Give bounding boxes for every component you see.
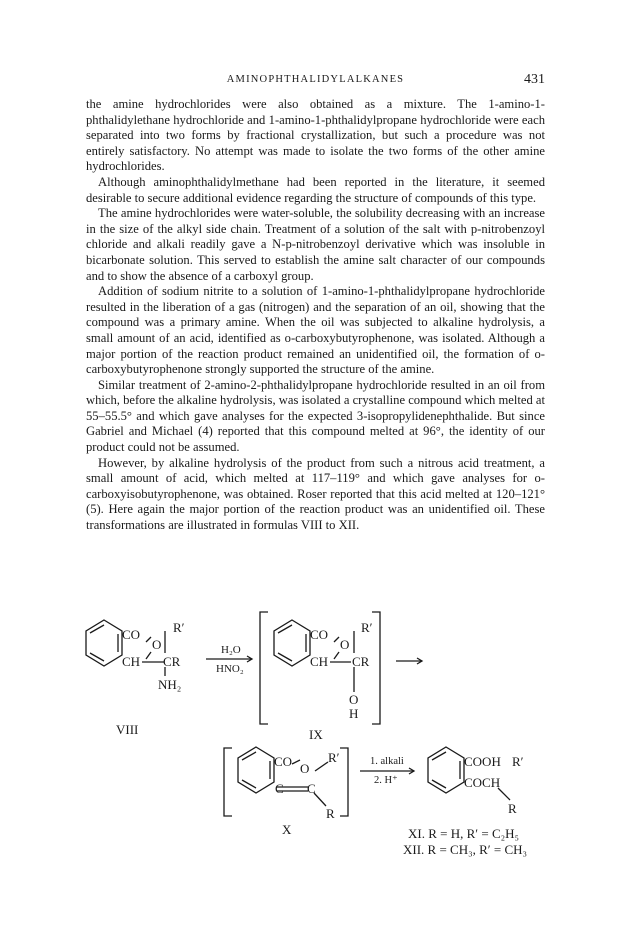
arrow-2 [396, 658, 422, 664]
reagent-water: H₂O [221, 644, 241, 656]
hydroxyl-h-label: H [349, 706, 359, 721]
r-prime-label: R′ [328, 750, 340, 765]
cr-label: CR [352, 654, 370, 669]
structure-viii [86, 620, 185, 737]
body-text [86, 97, 545, 534]
page-header [86, 74, 545, 90]
paragraph: However, by alkaline hydrolysis of the product from such a nitrous acid treatment, a small amount of acid, which melted at 117–119° and which gave analyses for o-carboxyisobutyrophenone, was obtained. Roser reported that this acid melted at 120–121° (5). Here again the major portion of the reaction product was an unidentified oil. These transformations are illustrated in formulas VIII to XII. [86, 455, 545, 533]
label-ix: IX [309, 727, 323, 742]
ch-label: CH [310, 654, 329, 669]
ch-label: CH [122, 654, 141, 669]
benzene-ring [274, 620, 310, 666]
benzene-ring [428, 747, 464, 793]
cr-label: CR [163, 654, 181, 669]
reagent-acid: 2. H⁺ [374, 775, 398, 786]
legend-xi: XI. R = H, R′ = C₂H₅ [408, 826, 520, 841]
o-label: O [152, 637, 162, 652]
r-label: R [508, 801, 517, 816]
structure-xi-xii [403, 747, 527, 857]
co-label: CO [122, 627, 141, 642]
benzene-ring [238, 747, 274, 793]
page-number: 431 [524, 72, 545, 87]
o-label: O [300, 761, 310, 776]
r-prime-label: R′ [512, 754, 524, 769]
co-label: CO [274, 754, 293, 769]
paragraph: Similar treatment of 2-amino-2-phthalidylpropane hydrochloride resulted in an oil from which, before the alkaline hydrolysis, was isolated a crystalline compound which melted at 55–55.5° and which gave analyses for the expected 3-isopropylidenephthalide. But since Gabriel and Michael (4) reported that this compound melted at 96°, the identity of our product could not be assumed. [86, 377, 545, 455]
structure-ix [260, 612, 380, 742]
o-label: O [340, 637, 350, 652]
co-label: CO [310, 627, 329, 642]
hydroxyl-o-label: O [349, 692, 359, 707]
paragraph: Addition of sodium nitrite to a solution of 1-amino-1-phthalidylpropane hydrochloride resulted in the liberation of a gas (nitrogen) and the separation of an oil, showing that the compound was a primary amine. When the oil was subjected to alkaline hydrolysis, a small amount of an acid, identified as o-carboxybutyrophenone, was isolated. Although a major portion of the reaction product remained an unidentified oil, the formation of o-carboxybutyrophenone strongly supported the structure of the amine. [86, 284, 545, 377]
arrow-1 [206, 644, 252, 675]
reagent-nitrous: HNO₂ [216, 663, 244, 675]
paragraph: Although aminophthalidylmethane had been reported in the literature, it seemed desirable to secure additional evidence regarding the structure of compounds of this type. [86, 174, 545, 205]
running-title: AMINOPHTHALIDYLALKANES [226, 74, 405, 85]
label-viii: VIII [116, 722, 139, 737]
legend-xii: XII. R = CH₃, R′ = CH₃ [403, 842, 528, 857]
arrow-3 [360, 756, 414, 786]
r-label: R [326, 806, 335, 821]
c-label: C [307, 781, 316, 796]
label-x: X [282, 822, 292, 837]
structure-x [224, 747, 348, 837]
reaction-scheme [78, 606, 558, 866]
r-prime-label: R′ [173, 620, 185, 635]
cooh-label: COOH [464, 754, 501, 769]
reagent-alkali: 1. alkali [370, 756, 404, 767]
paragraph: the amine hydrochlorides were also obtained as a mixture. The 1-amino-1-phthalidylethane hydrochloride and 1-amino-1-phthalidylpropane hydrochloride were each separated into two forms by fractional crystallization, but such a procedure was not entirely satisfactory. No attempt was made to isolate the two forms of the other amine hydrochlorides. [86, 97, 545, 174]
coch-label: COCH [464, 775, 501, 790]
benzene-ring [86, 620, 122, 666]
r-prime-label: R′ [361, 620, 373, 635]
paragraph: The amine hydrochlorides were water-soluble, the solubility decreasing with an increase in the size of the alkyl side chain. Treatment of a solution of the salt with p-nitrobenzoyl chloride and alkali readily gave a N-p-nitrobenzoyl derivative which was insoluble in bicarbonate solution. This served to establish the amine salt character of our compounds and to show the absence of a carboxyl group. [86, 206, 545, 283]
nh2-label: NH₂ [158, 677, 182, 692]
c-label: C [275, 781, 284, 796]
